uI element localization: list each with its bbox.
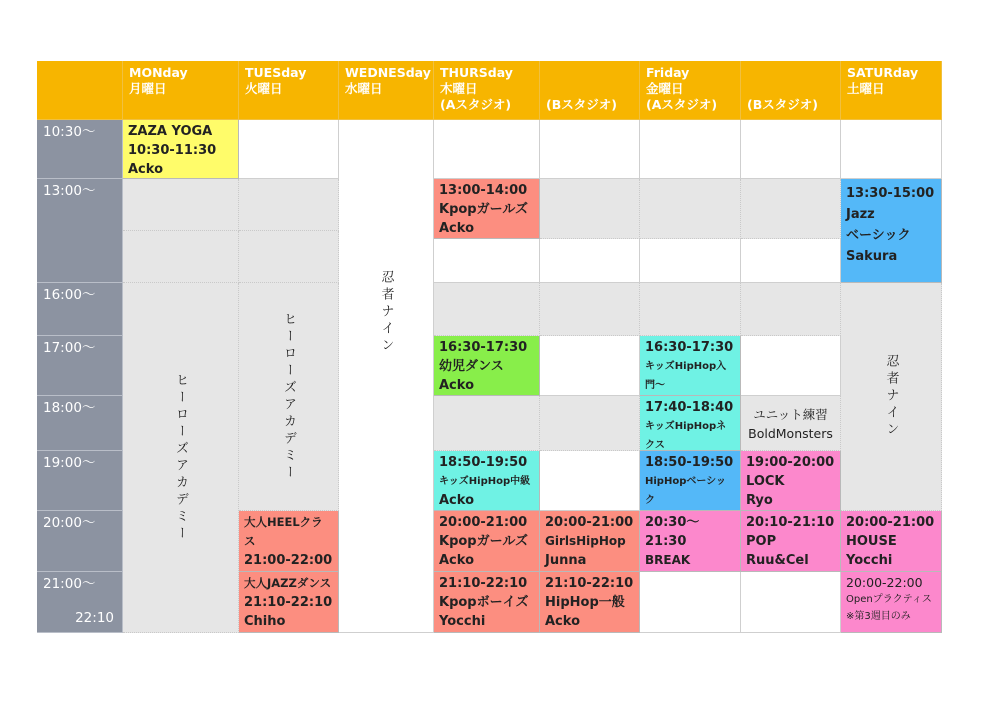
- class-pop[interactable]: [741, 511, 841, 572]
- class-instructor: Yocchi: [439, 614, 486, 629]
- class-title: HOUSE: [846, 534, 897, 549]
- class-title: BREAK: [645, 553, 691, 567]
- header-jp: 木曜日: [440, 81, 478, 96]
- empty-slot: [640, 572, 741, 633]
- class-adult-jazz[interactable]: [239, 572, 339, 633]
- class-time: 10:30-11:30: [128, 143, 217, 158]
- empty-slot: [640, 120, 741, 179]
- empty-slot: [540, 396, 640, 451]
- class-note: ※第3週目のみ: [846, 611, 911, 622]
- header-monday: [123, 61, 239, 120]
- class-time: 21:10-22:10: [439, 576, 528, 591]
- class-time: 19:00-20:00: [746, 455, 835, 470]
- class-hiphop-basic[interactable]: [640, 451, 741, 511]
- empty-slot: [434, 396, 540, 451]
- header-jp: 月曜日: [129, 81, 167, 96]
- class-kids-hiphop-intro[interactable]: [640, 336, 741, 396]
- time-1700: 17:00〜: [37, 336, 123, 396]
- class-instructor: Sakura: [846, 249, 898, 264]
- time-1300: 13:00〜: [37, 179, 123, 283]
- empty-slot: [434, 120, 540, 179]
- class-title: Jazz: [846, 207, 875, 222]
- class-time: 21:00-22:00: [244, 553, 333, 568]
- class-time: 21:10-22:10: [244, 595, 333, 610]
- class-time: 18:50-19:50: [645, 455, 734, 470]
- header-en: TUESday: [245, 65, 307, 80]
- class-kpop-girls-2000[interactable]: [434, 511, 540, 572]
- class-instructor: Junna: [545, 553, 587, 568]
- empty-slot: [741, 572, 841, 633]
- class-title: ZAZA YOGA: [128, 124, 213, 139]
- class-open-practice[interactable]: [841, 572, 942, 633]
- header-en: Friday: [646, 65, 690, 80]
- class-time: 20:00-21:00: [545, 515, 634, 530]
- empty-slot: [741, 336, 841, 396]
- time-end-label: 22:10: [75, 610, 114, 626]
- class-title: ユニット練習: [753, 407, 828, 422]
- class-instructor: Acko: [439, 221, 474, 236]
- time-2100: [37, 572, 123, 633]
- class-jazz-basic[interactable]: [841, 179, 942, 283]
- empty-slot: [434, 283, 540, 336]
- empty-slot: [123, 231, 239, 283]
- header-tuesday: [239, 61, 339, 120]
- class-title: HipHop一般: [545, 595, 625, 610]
- class-kinder-dance[interactable]: [434, 336, 540, 396]
- class-group: BoldMonsters: [748, 426, 833, 441]
- empty-slot: [239, 120, 339, 179]
- class-zaza-yoga[interactable]: [123, 120, 239, 179]
- class-title: キッズHipHopネクス: [645, 421, 727, 451]
- time-label: 21:00〜: [43, 576, 96, 592]
- empty-slot: [640, 283, 741, 336]
- class-girls-hiphop[interactable]: [540, 511, 640, 572]
- empty-slot: [239, 179, 339, 231]
- class-unit-practice[interactable]: [741, 396, 841, 451]
- empty-slot: [540, 336, 640, 396]
- class-house[interactable]: [841, 511, 942, 572]
- class-lock[interactable]: [741, 451, 841, 511]
- class-title: HipHopベーシック: [645, 476, 726, 506]
- class-instructor: Ruu&Cel: [746, 553, 809, 568]
- class-ninja-nine-wed[interactable]: 忍者ナイン: [339, 120, 434, 633]
- class-time: 13:30-15:00: [846, 186, 935, 201]
- header-thursday-a: [434, 61, 540, 120]
- class-ninja-nine-sat[interactable]: 忍者ナイン: [841, 283, 942, 511]
- class-title: GirlsHipHop: [545, 534, 626, 548]
- header-jp: 水曜日: [345, 81, 383, 96]
- header-studio: (Aスタジオ): [440, 97, 512, 112]
- header-jp: 火曜日: [245, 81, 283, 96]
- empty-slot: [540, 283, 640, 336]
- class-title: 幼児ダンス: [439, 359, 504, 374]
- empty-slot: [640, 179, 741, 239]
- header-saturday: [841, 61, 942, 120]
- class-title: POP: [746, 534, 777, 549]
- empty-slot: [540, 451, 640, 511]
- weekly-schedule-table: [37, 61, 942, 633]
- class-instructor: Ryo: [746, 493, 773, 508]
- class-instructor: Acko: [439, 378, 474, 393]
- class-instructor: Acko: [439, 553, 474, 568]
- empty-slot: [741, 239, 841, 283]
- class-time: 20:30〜21:30: [645, 515, 700, 549]
- class-time: 13:00-14:00: [439, 183, 528, 198]
- class-hiphop-general[interactable]: [540, 572, 640, 633]
- empty-slot: [741, 283, 841, 336]
- class-kids-hiphop-next[interactable]: [640, 396, 741, 451]
- empty-slot: [741, 120, 841, 179]
- empty-slot: [434, 239, 540, 283]
- time-1030: 10:30〜: [37, 120, 123, 179]
- class-title: Openプラクティス: [846, 594, 932, 605]
- class-break-dance[interactable]: [640, 511, 741, 572]
- empty-slot: [640, 239, 741, 283]
- time-1600: 16:00〜: [37, 283, 123, 336]
- class-title: Kpopガールズ: [439, 202, 528, 217]
- header-en: MONday: [129, 65, 188, 80]
- header-en: SATURday: [847, 65, 919, 80]
- time-1800: 18:00〜: [37, 396, 123, 451]
- header-friday-a: [640, 61, 741, 120]
- class-time: 18:50-19:50: [439, 455, 528, 470]
- empty-slot: [741, 179, 841, 239]
- class-time: 20:10-21:10: [746, 515, 835, 530]
- class-instructor: Yocchi: [846, 553, 893, 568]
- class-title: Kpopガールズ: [439, 534, 528, 549]
- header-studio: (Bスタジオ): [546, 97, 617, 112]
- time-2000: 20:00〜: [37, 511, 123, 572]
- class-instructor: Chiho: [244, 614, 286, 629]
- empty-slot: [540, 120, 640, 179]
- empty-slot: [239, 231, 339, 283]
- header-friday-b: [741, 61, 841, 120]
- time-1900: 19:00〜: [37, 451, 123, 511]
- class-title: LOCK: [746, 474, 785, 489]
- class-time: 16:30-17:30: [439, 340, 528, 355]
- class-time: 20:00-21:00: [846, 515, 935, 530]
- class-time: 16:30-17:30: [645, 340, 734, 355]
- empty-slot: [540, 239, 640, 283]
- class-heroes-academy-tue[interactable]: ヒーローズアカデミー: [239, 283, 339, 511]
- header-jp: 金曜日: [646, 81, 684, 96]
- class-kpop-girls-1300[interactable]: [434, 179, 540, 239]
- header-studio: (Bスタジオ): [747, 97, 818, 112]
- header-studio: (Aスタジオ): [646, 97, 718, 112]
- header-jp: 土曜日: [847, 81, 885, 96]
- class-title: 大人HEELクラス: [244, 515, 323, 548]
- empty-slot: [841, 120, 942, 179]
- class-instructor: Acko: [439, 493, 474, 508]
- class-title: キッズHipHop中級: [439, 476, 531, 487]
- class-kids-hiphop-mid[interactable]: [434, 451, 540, 511]
- header-en: WEDNESday: [345, 65, 431, 80]
- header-corner: [37, 61, 123, 120]
- header-thursday-b: [540, 61, 640, 120]
- class-level: ベーシック: [846, 228, 911, 243]
- class-time: 17:40-18:40: [645, 400, 734, 415]
- class-heroes-academy-mon[interactable]: ヒーローズアカデミー: [123, 283, 239, 633]
- class-title: Kpopボーイズ: [439, 595, 529, 610]
- class-adult-heel[interactable]: [239, 511, 339, 572]
- class-kpop-boys[interactable]: [434, 572, 540, 633]
- class-title: キッズHipHop入門〜: [645, 361, 727, 391]
- empty-slot: [540, 179, 640, 239]
- header-en: THURSday: [440, 65, 513, 80]
- class-time: 21:10-22:10: [545, 576, 634, 591]
- class-title: 大人JAZZダンス: [244, 576, 332, 590]
- class-time: 20:00-21:00: [439, 515, 528, 530]
- empty-slot: [123, 179, 239, 231]
- header-wednesday: [339, 61, 434, 120]
- class-instructor: Acko: [545, 614, 580, 629]
- class-time: 20:00-22:00: [846, 575, 923, 590]
- class-instructor: Acko: [128, 162, 163, 177]
